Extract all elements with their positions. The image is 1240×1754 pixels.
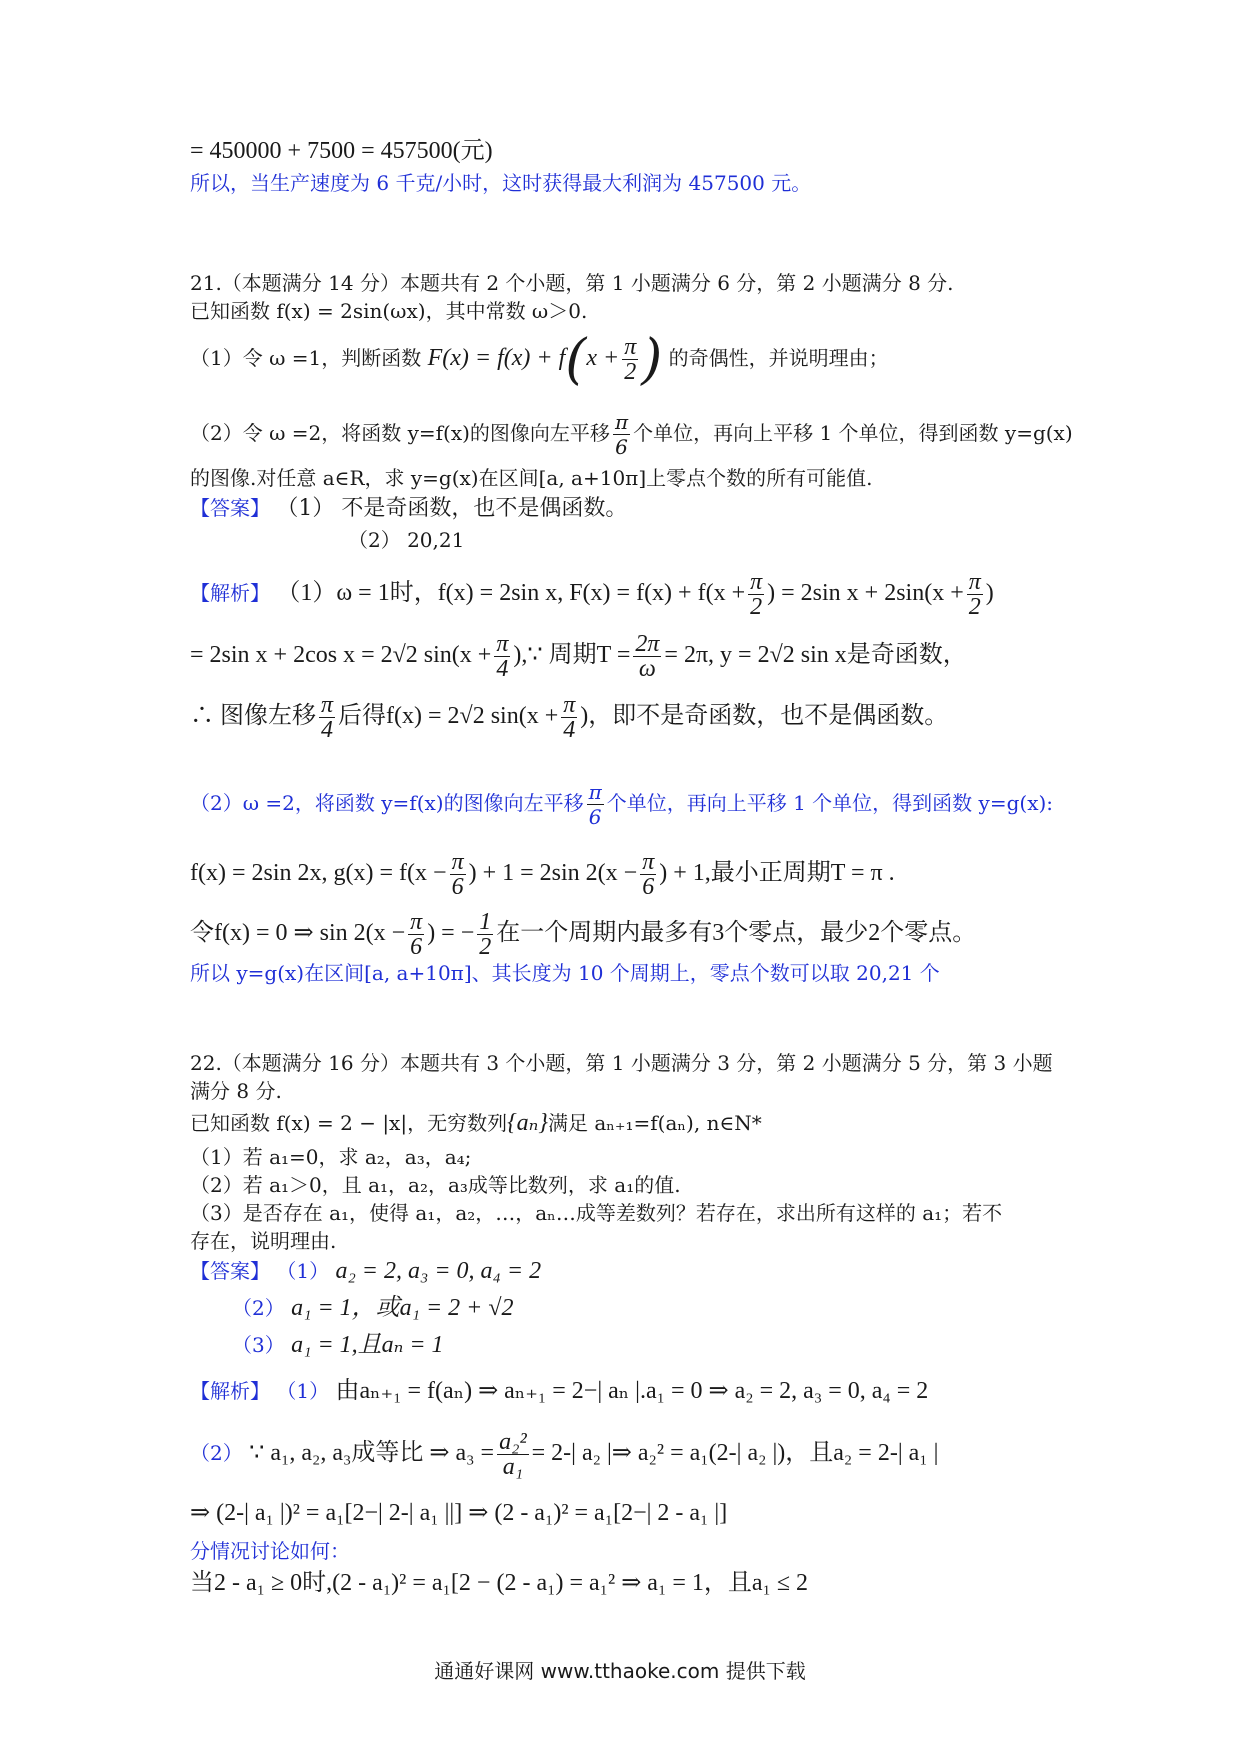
answer-label: （1）	[276, 1259, 330, 1283]
frac-num: π	[968, 569, 981, 595]
q21-analysis-line1	[190, 570, 994, 619]
formula-part: = 2-| a₂ |⇒ a₂² = a₁(2-| a₂ |)，且a₂ = 2-| a₁ |	[531, 1440, 939, 1466]
q22-analysis-line5: 当2 - a₁ ≥ 0时,(2 - a₁)² = a₁[2 − (2 - a₁) = a₁² ⇒ a₁ = 1，且a₁ ≤ 2	[190, 1570, 809, 1596]
frac-den: 2	[479, 934, 492, 960]
frac-num: 1	[479, 909, 492, 935]
frac-den: 6	[588, 805, 602, 829]
q22-part2: （2）若 a₁＞0，且 a₁，a₂，a₃成等比数列，求 a₁的值.	[190, 1173, 681, 1197]
q21-part1-prefix: （1）令 ω =1，判断函数	[190, 346, 422, 371]
formula-part: )	[985, 580, 994, 606]
q21-part1-suffix: 的奇偶性，并说明理由；	[668, 346, 889, 371]
formula-part: （2）ω =2，将函数 y=f(x)的图像向左平移	[190, 791, 584, 815]
frac-num: π	[321, 692, 334, 718]
frac-den: 2	[750, 594, 763, 620]
analysis-tag: 【解析】	[190, 1379, 270, 1403]
footer-text: 通通好课网 www.tthaoke.com 提供下载	[434, 1659, 806, 1683]
frac-den: 4	[563, 717, 576, 743]
q22-header-2: 满分 8 分.	[190, 1079, 282, 1103]
q21-part2	[190, 410, 1073, 459]
q22-analysis-line1	[190, 1378, 928, 1404]
formula-part: ∵ a₁, a₂, a₃成等比 ⇒ a₃ =	[249, 1440, 495, 1466]
q21-analysis-line3	[190, 693, 948, 742]
formula-part: = 2sin x + 2cos x = 2√2 sin(x +	[190, 642, 492, 668]
formula-part: ∴ 图像左移	[190, 703, 316, 729]
q21-part2-line2: 的图像.对任意 a∈R，求 y=g(x)在区间[a, a+10π]上零点个数的所有可能值.	[190, 466, 873, 490]
q22-answer-3	[232, 1332, 444, 1358]
q22-analysis-line2	[190, 1430, 938, 1479]
q21-answer-2: （2） 20,21	[348, 528, 465, 552]
formula-part: = 2π, y = 2√2 sin x是奇函数，	[664, 642, 967, 668]
formula-part: 由aₙ₊₁ = f(aₙ) ⇒ aₙ₊₁ = 2−| aₙ |.a₁ = 0 ⇒ a₂ = 2, a₃ = 0, a₄ = 2	[335, 1378, 929, 1404]
frac-num: π	[750, 569, 763, 595]
formula-part: （1）ω = 1时，f(x) = 2sin x, F(x) = f(x) + f(x +	[276, 580, 746, 606]
answer-text: （1） 不是奇函数，也不是偶函数。	[276, 496, 628, 521]
formula-part: ) + 1 = 2sin 2(x −	[468, 860, 638, 886]
formula-part: 令f(x) = 0 ⇒ sin 2(x −	[190, 920, 406, 946]
frac-den: 6	[410, 934, 423, 960]
frac-num: π	[563, 692, 576, 718]
formula-part: 已知函数 f(x) = 2 − |x|，无穷数列	[190, 1111, 508, 1135]
frac-num: π	[624, 334, 637, 360]
answer-label: （3）	[232, 1333, 285, 1357]
frac-den: a₁	[502, 1454, 524, 1480]
sequence-symbol: {aₙ}	[507, 1110, 548, 1136]
q22-answer-2	[232, 1295, 514, 1321]
q22-part1: （1）若 a₁=0，求 a₂，a₃，a₄;	[190, 1145, 472, 1169]
conclusion-line: 所以，当生产速度为 6 千克/小时，这时获得最大利润为 457500 元。	[190, 171, 812, 195]
answer-tag: 【答案】	[190, 1259, 270, 1283]
q22-analysis-line4: 分情况讨论如何：	[190, 1539, 350, 1563]
formula-part: f(x) = 2sin 2x, g(x) = f(x −	[190, 860, 447, 886]
frac-den: 2	[624, 359, 637, 385]
frac-num: π	[451, 849, 464, 875]
frac-den: ω	[638, 656, 656, 682]
answer-label: （2）	[232, 1296, 285, 1320]
answer-tag: 【答案】	[190, 496, 270, 520]
q21-part1	[190, 327, 889, 391]
frac-num: 2π	[635, 631, 660, 657]
frac-num: a₂²	[499, 1429, 527, 1455]
q22-answer-1	[190, 1258, 541, 1284]
frac-num: π	[410, 909, 423, 935]
frac-den: 6	[642, 874, 655, 900]
frac-den: 4	[496, 656, 509, 682]
formula-part: )，即不是奇函数，也不是偶函数。	[580, 703, 949, 729]
q21-answer-1	[190, 495, 627, 522]
formula-part: ) + 1,最小正周期T = π .	[659, 860, 895, 886]
q22-part3-2: 存在，说明理由.	[190, 1229, 337, 1253]
formula-part: 个单位，再向上平移 1 个单位，得到函数 y=g(x):	[606, 791, 1054, 815]
q21-part2-prefix: （2）令 ω =2，将函数 y=f(x)的图像向左平移	[190, 421, 610, 445]
q21-analysis-line5	[190, 850, 895, 899]
q22-part3-1: （3）是否存在 a₁，使得 a₁，a₂，…，aₙ…成等差数列？若存在，求出所有这样的 a₁；若不	[190, 1201, 1003, 1225]
q21-analysis-line6	[190, 910, 976, 959]
frac-num: π	[642, 849, 655, 875]
answer-text: a₁ = 1,且aₙ = 1	[291, 1332, 444, 1358]
q22-header-1: 22.（本题满分 16 分）本题共有 3 个小题，第 1 小题满分 3 分，第 2 小题满分 5 分，第 3 小题	[190, 1051, 1053, 1075]
formula-part: ) = 2sin x + 2sin(x +	[767, 580, 964, 606]
q21-analysis-line4	[190, 780, 1053, 829]
formula-part: ),∵ 周期T =	[513, 642, 631, 668]
q21-analysis-line7: 所以 y=g(x)在区间[a, a+10π]、其长度为 10 个周期上，零点个数可以取 20,21 个	[190, 961, 940, 985]
q22-analysis-line3: ⇒ (2-| a₁ |)² = a₁[2−| 2-| a₁ ||] ⇒ (2 - a₁)² = a₁[2−| 2 - a₁ |]	[190, 1500, 728, 1526]
q22-given	[190, 1110, 762, 1136]
frac-num: π	[614, 410, 629, 434]
q21-part1-formula: F(x) = f(x) + f(x + $\frac{\pi}{2}$ )	[427, 327, 663, 391]
frac-den: 4	[321, 717, 334, 743]
answer-text: a₁ = 1，或a₁ = 2 + √2	[291, 1295, 514, 1321]
frac-num: π	[496, 631, 509, 657]
frac-den: 6	[451, 874, 464, 900]
q21-part2-suffix: 个单位，再向上平移 1 个单位，得到函数 y=g(x)	[633, 421, 1073, 445]
formula-part: 满足 aₙ₊₁=f(aₙ), n∈N*	[548, 1111, 762, 1135]
formula-part: 在一个周期内最多有3个零点，最少2个零点。	[496, 920, 977, 946]
analysis-tag: 【解析】	[190, 581, 270, 605]
q21-analysis-line2	[190, 632, 967, 681]
q21-given: 已知函数 f(x) = 2sin(ωx)，其中常数 ω＞0.	[190, 299, 588, 323]
frac-den: 2	[968, 594, 981, 620]
analysis-label: （1）	[276, 1379, 330, 1403]
formula-part: 后得f(x) = 2√2 sin(x +	[338, 703, 559, 729]
result-line: = 450000 + 7500 = 457500(元)	[190, 138, 493, 164]
frac-den: 6	[615, 435, 628, 459]
q21-header: 21.（本题满分 14 分）本题共有 2 个小题，第 1 小题满分 6 分，第 2 小题满分 8 分.	[190, 271, 954, 295]
frac-num: π	[588, 780, 602, 804]
answer-text: a₂ = 2, a₃ = 0, a₄ = 2	[335, 1258, 542, 1284]
analysis-label: （2）	[190, 1441, 243, 1465]
formula-part: ) = −	[427, 920, 475, 946]
